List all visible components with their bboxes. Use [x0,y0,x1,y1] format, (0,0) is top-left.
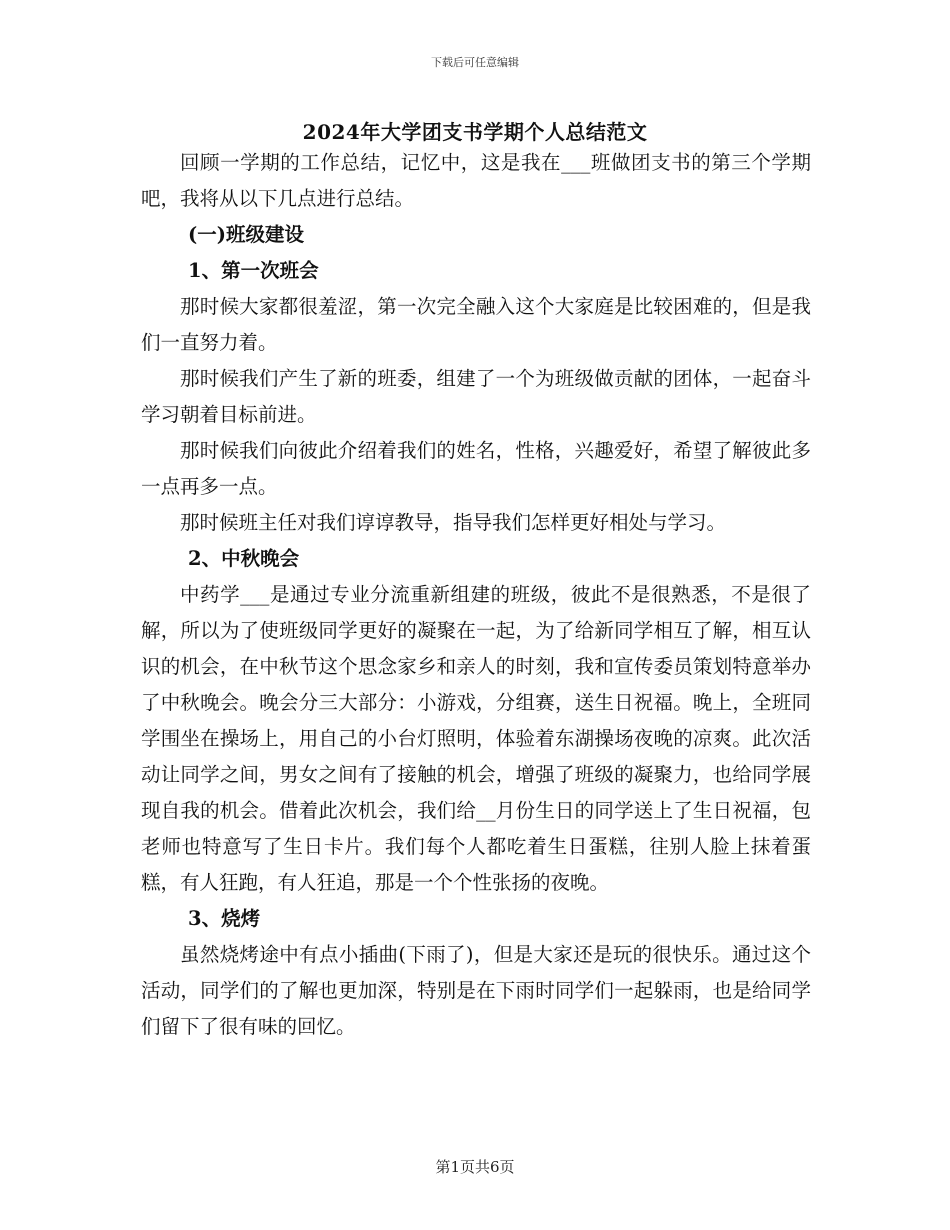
paragraph: 那时候我们产生了新的班委，组建了一个为班级做贡献的团体，一起奋斗学习朝着目标前进。 [141,367,811,426]
document-body [141,145,811,1045]
subsection-heading: 1、第一次班会 [188,259,319,282]
paragraph: 中药学___是通过专业分流重新组建的班级，彼此不是很熟悉，不是很了解，所以为了使班级同学更好的凝聚在一起，为了给新同学相互了解，相互认识的机会，在中秋节这个思念家乡和亲人的时刻，我和宣传委员策划特意举办了中秋晚会。晚会分三大部分：小游戏，分组赛，送生日祝福。晚上，全班同学围坐在操场上，用自己的小台灯照明，体验着东湖操场夜晚的凉爽。此次活动让同学之间，男女之间有了接触的机会，增强了班级的凝聚力，也给同学展现自我的机会。借着此次机会，我们给__月份生日的同学送上了生日祝福，包老师也特意写了生日卡片。我们每个人都吃着生日蛋糕，往别人脸上抹着蛋糕，有人狂跑，有人狂追，那是一个个性张扬的夜晚。 [141,583,811,894]
header-note: 下载后可任意编辑 [431,56,519,69]
paragraph: 那时候班主任对我们谆谆教导，指导我们怎样更好相处与学习。 [180,511,727,534]
paragraph: 那时候大家都很羞涩，第一次完全融入这个大家庭是比较困难的，但是我们一直努力着。 [141,295,811,354]
paragraph: 虽然烧烤途中有点小插曲(下雨了)，但是大家还是玩的很快乐。通过这个活动，同学们的了解也更加深，特别是在下雨时同学们一起躲雨，也是给同学们留下了很有味的回忆。 [141,943,811,1038]
document-title: 2024年大学团支书学期个人总结范文 [302,120,648,144]
page-number: 第1页共6页 [435,1158,515,1176]
paragraph: 那时候我们向彼此介绍着我们的姓名，性格，兴趣爱好，希望了解彼此多一点再多一点。 [141,439,811,498]
subsection-heading: 2、中秋晚会 [188,547,300,570]
section-heading: (一)班级建设 [188,223,304,246]
subsection-heading: 3、烧烤 [188,907,261,930]
paragraph: 回顾一学期的工作总结，记忆中，这是我在___班做团支书的第三个学期吧，我将从以下几点进行总结。 [141,151,811,210]
